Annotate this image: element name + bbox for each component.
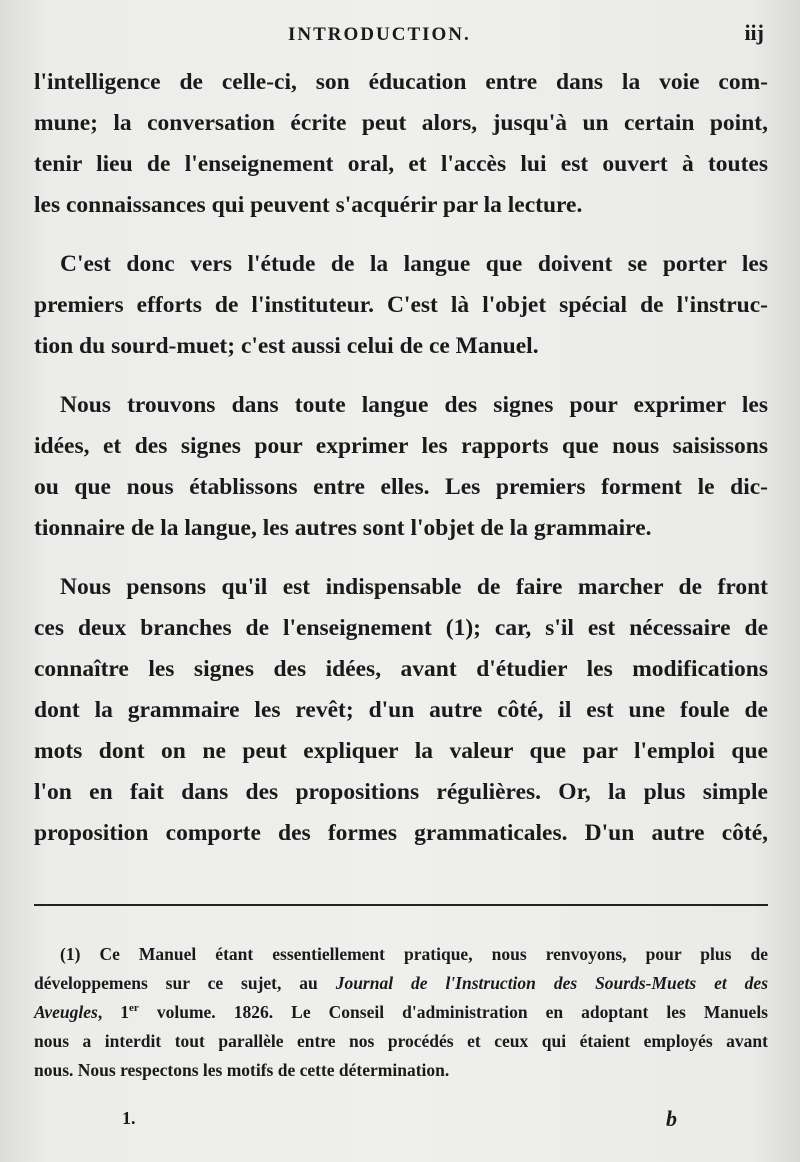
text-line: mune; la conversation écrite peut alors, jusqu'à un certain point,: [34, 110, 768, 136]
footnote-line: (1) Ce Manuel étant essentiellement pratique, nous renvoyons, pour plus de: [60, 944, 768, 964]
text-line: ou que nous établissons entre elles. Les premiers forment le dic-: [34, 474, 768, 500]
paragraph: [34, 385, 768, 549]
footnote: [34, 940, 768, 1085]
text-line: l'on en fait dans des propositions régulières. Or, la plus simple: [34, 779, 768, 805]
footnote-rule: [34, 904, 768, 906]
footnote-line: nous a interdit tout parallèle entre nos procédés et ceux qui étaient employés avant: [34, 1031, 768, 1051]
running-head: INTRODUCTION.: [288, 24, 471, 45]
text-line: les connaissances qui peuvent s'acquérir par la lecture.: [34, 192, 583, 218]
journal-title: Journal de l'Instruction des Sourds-Muets et des: [335, 973, 769, 993]
footnote-line: [34, 998, 768, 1027]
text-line: Nous trouvons dans toute langue des signes pour exprimer les: [60, 392, 768, 418]
signature-mark: 1.: [122, 1108, 136, 1128]
text-line: Nous pensons qu'il est indispensable de faire marcher de front: [60, 574, 768, 600]
text-line: premiers efforts de l'instituteur. C'est là l'objet spécial de l'instruc-: [34, 292, 768, 318]
footnote-text: volume. 1826. Le Conseil d'administration en adoptant les Manuels: [138, 1002, 768, 1022]
text-line: dont la grammaire les revêt; d'un autre côté, il est une foule de: [34, 697, 768, 723]
text-line: C'est donc vers l'étude de la langue que doivent se porter les: [60, 251, 768, 277]
text-line: proposition comporte des formes grammaticales. D'un autre côté,: [34, 820, 768, 846]
footnote-line: nous. Nous respectons les motifs de cette détermination.: [34, 1060, 450, 1080]
page-number: iij: [744, 20, 764, 45]
ordinal-superscript: er: [129, 1002, 139, 1015]
text-line: tionnaire de la langue, les autres sont l'objet de la grammaire.: [34, 515, 652, 541]
text-line: l'intelligence de celle-ci, son éducation entre dans la voie com-: [34, 69, 768, 95]
footnote-line: [34, 969, 768, 998]
journal-title-cont: Aveugles: [34, 1002, 98, 1022]
text-line: idées, et des signes pour exprimer les rapports que nous saisissons: [34, 433, 768, 459]
page-header: [0, 20, 800, 50]
text-line: ces deux branches de l'enseignement (1); car, s'il est nécessaire de: [34, 615, 768, 641]
text-line: tion du sourd-muet; c'est aussi celui de ce Manuel.: [34, 333, 539, 359]
paragraph: [34, 62, 768, 226]
main-text: [34, 62, 768, 854]
text-line: tenir lieu de l'enseignement oral, et l'accès lui est ouvert à toutes: [34, 151, 768, 177]
paragraph: [34, 244, 768, 367]
signature-letter: b: [666, 1106, 677, 1131]
text-line: connaître les signes des idées, avant d'étudier les modifications: [34, 656, 768, 682]
text-line: mots dont on ne peut expliquer la valeur que par l'emploi que: [34, 738, 768, 764]
footnote-text: développemens sur ce sujet, au: [34, 973, 336, 993]
footnote-text: , 1: [97, 1002, 130, 1022]
paragraph: [34, 567, 768, 854]
